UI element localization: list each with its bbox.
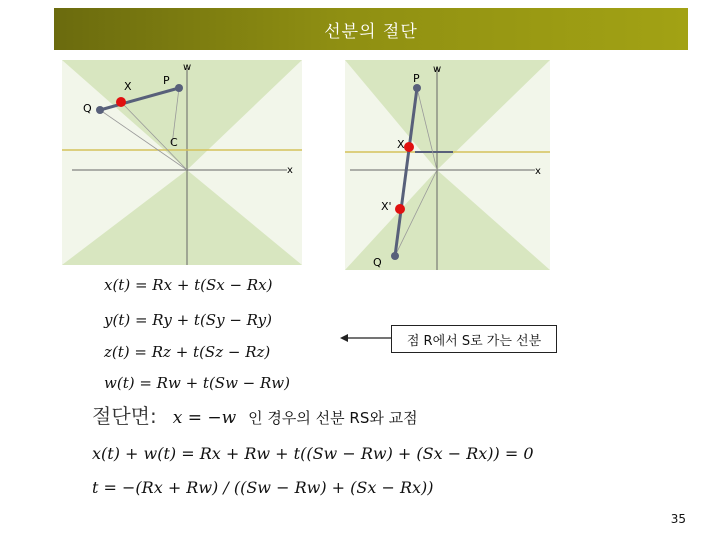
label-x: x bbox=[287, 165, 293, 176]
label-X: X bbox=[124, 80, 132, 93]
label-Q: Q bbox=[373, 256, 382, 269]
callout-arrow bbox=[340, 332, 392, 344]
point-Q bbox=[96, 106, 104, 114]
equation-intersection: x(t) + w(t) = Rx + Rw + t((Sw − Rw) + (Sx − Rx)) = 0 bbox=[92, 444, 534, 463]
callout-text: 점 R에서 S로 가는 선분 bbox=[406, 333, 542, 349]
label-x: x bbox=[535, 166, 541, 177]
section-colon: : bbox=[149, 404, 157, 428]
section-label: 절단면 bbox=[92, 404, 150, 428]
label-X: X bbox=[397, 138, 405, 151]
callout-box bbox=[391, 325, 557, 353]
point-Q bbox=[391, 252, 399, 260]
label-Q: Q bbox=[83, 102, 92, 115]
point-X bbox=[116, 97, 126, 107]
label-w: w bbox=[183, 62, 192, 73]
left-cone-diagram bbox=[62, 60, 302, 265]
page-number: 35 bbox=[670, 512, 686, 526]
label-X-prime: X' bbox=[381, 200, 392, 213]
equation-y: y(t) = Ry + t(Sy − Ry) bbox=[104, 311, 273, 329]
equation-w: w(t) = Rw + t(Sw − Rw) bbox=[104, 374, 290, 392]
label-P: P bbox=[413, 72, 420, 85]
plane-equation: x = −w bbox=[172, 408, 237, 428]
point-X bbox=[404, 142, 414, 152]
equation-z: z(t) = Rz + t(Sz − Rz) bbox=[104, 343, 271, 361]
label-C: C bbox=[170, 136, 178, 149]
point-X-prime bbox=[395, 204, 405, 214]
label-P: P bbox=[163, 74, 170, 87]
equation-t-solution: t = −(Rx + Rw) / ((Sw − Rw) + (Sx − Rx)) bbox=[92, 478, 434, 497]
point-P bbox=[413, 84, 421, 92]
section-description: 인 경우의 선분 RS와 교점 bbox=[248, 409, 418, 427]
clipping-plane-row bbox=[92, 400, 418, 429]
right-cone-diagram bbox=[345, 60, 550, 270]
equation-x: x(t) = Rx + t(Sx − Rx) bbox=[104, 276, 273, 294]
slide-title: 선분의 절단 bbox=[54, 8, 688, 50]
label-w: w bbox=[433, 64, 442, 75]
point-P bbox=[175, 84, 183, 92]
